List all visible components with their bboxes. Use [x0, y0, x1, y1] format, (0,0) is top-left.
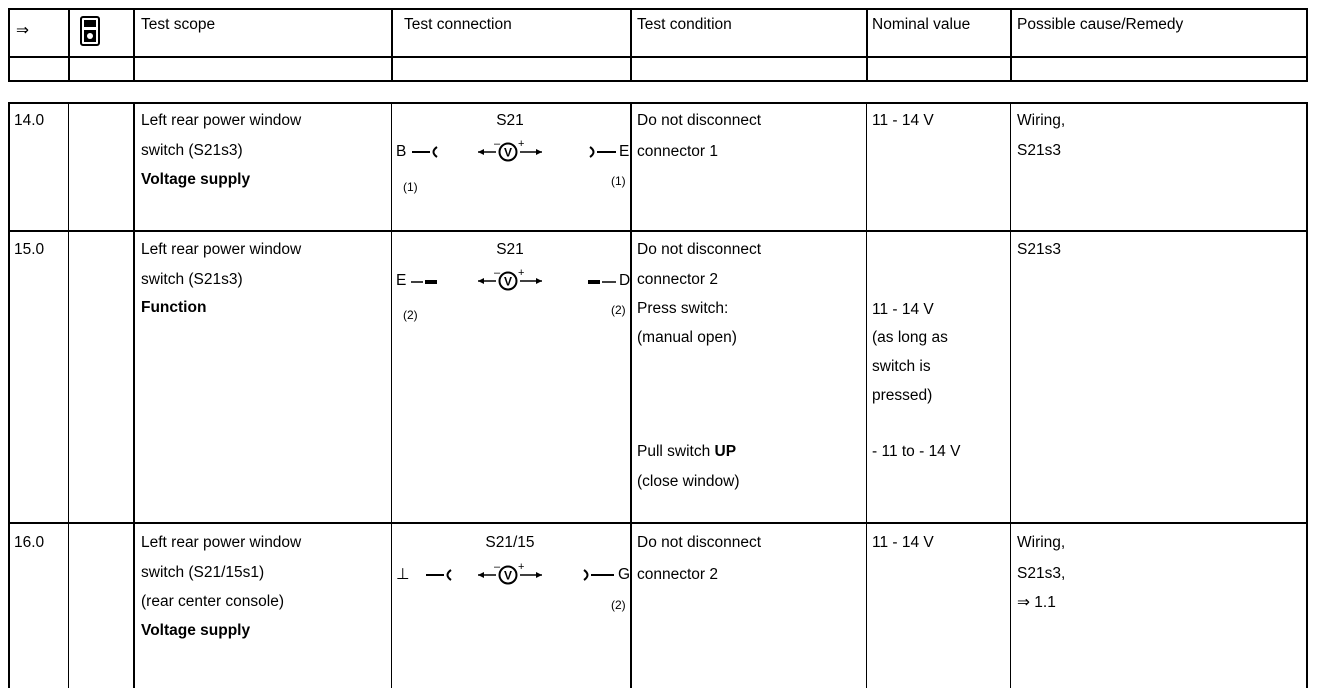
nominal-note: pressed): [872, 387, 933, 404]
grid-line: [133, 8, 135, 82]
grid-line: [630, 8, 632, 82]
condition-line: (manual open): [637, 329, 737, 346]
condition-emphasis: UP: [714, 443, 737, 460]
condition-line: [637, 443, 736, 461]
scope-line: Left rear power window: [141, 534, 302, 551]
svg-text:–: –: [494, 267, 501, 279]
module-label: S21: [496, 112, 524, 129]
scope-line: Left rear power window: [141, 241, 302, 258]
scope-line: Left rear power window: [141, 112, 302, 129]
flat-connector-icon: [409, 272, 441, 290]
scope-line: switch (S21s3): [141, 271, 243, 288]
cause-line: S21s3: [1017, 241, 1061, 258]
left-pin: E: [396, 272, 407, 289]
nominal-value: - 11 to - 14 V: [872, 443, 961, 460]
nominal-value: 11 - 14 V: [872, 301, 934, 318]
grid-line: [1306, 102, 1308, 688]
svg-text:V: V: [503, 274, 513, 289]
nominal-value: 11 - 14 V: [872, 112, 934, 129]
grid-line: [866, 102, 867, 688]
voltmeter-icon: [478, 140, 544, 164]
condition-line: Do not disconnect: [637, 241, 762, 258]
condition-line: (close window): [637, 473, 740, 490]
grid-line: [133, 102, 135, 688]
grid-line: [68, 102, 69, 688]
module-label: S21: [496, 241, 524, 258]
grid-line: [1010, 8, 1012, 82]
condition-text: Pull switch: [637, 443, 711, 460]
svg-text:+: +: [518, 561, 525, 573]
right-pin: E: [619, 143, 630, 160]
header-test-condition: Test condition: [637, 16, 732, 33]
svg-text:V: V: [503, 568, 513, 583]
step-number: 14.0: [14, 112, 45, 129]
right-pin: G: [618, 566, 631, 583]
grid-line: [8, 102, 10, 688]
grid-line: [8, 8, 10, 82]
grid-line: [391, 8, 393, 82]
cause-line: S21s3: [1017, 142, 1061, 159]
header-nominal-value: Nominal value: [872, 16, 971, 33]
left-pin: B: [396, 143, 407, 160]
left-pin-sub: (2): [403, 308, 418, 322]
condition-line: connector 1: [637, 143, 718, 160]
cause-line: Wiring,: [1017, 112, 1066, 129]
condition-line: connector 2: [637, 566, 718, 583]
scope-title: Voltage supply: [141, 171, 251, 188]
grid-line: [8, 230, 1308, 232]
header-test-connection: Test connection: [404, 16, 512, 33]
cause-line: ⇒ 1.1: [1017, 594, 1056, 611]
voltmeter-icon: [478, 269, 544, 293]
cause-line: S21s3,: [1017, 565, 1066, 582]
nominal-value: 11 - 14 V: [872, 534, 934, 551]
socket-connector-icon: [410, 143, 440, 161]
right-pin-sub: (2): [611, 303, 626, 317]
right-pin-sub: (1): [611, 174, 626, 188]
svg-text:+: +: [518, 138, 525, 150]
nominal-note: switch is: [872, 358, 931, 375]
socket-connector-icon: [424, 566, 454, 584]
condition-line: Press switch:: [637, 300, 729, 317]
grid-line: [8, 522, 1308, 524]
left-pin-sub: (1): [403, 180, 418, 194]
step-number: 15.0: [14, 241, 45, 258]
voltmeter-icon: [478, 563, 544, 587]
nominal-note: (as long as: [872, 329, 948, 346]
cause-line: Wiring,: [1017, 534, 1066, 551]
scope-title: Voltage supply: [141, 622, 251, 639]
pin-connector-icon: [588, 143, 618, 161]
right-pin-sub: (2): [611, 598, 626, 612]
scope-line: switch (S21s3): [141, 142, 243, 159]
ground-symbol: ⊥: [396, 566, 410, 583]
grid-line: [1010, 102, 1011, 688]
pin-connector-icon: [582, 566, 616, 584]
multimeter-icon: [80, 16, 100, 46]
header-possible-cause: Possible cause/Remedy: [1017, 16, 1184, 33]
grid-line: [866, 8, 868, 82]
svg-text:–: –: [494, 138, 501, 150]
condition-line: Do not disconnect: [637, 112, 762, 129]
grid-line: [1306, 8, 1308, 82]
condition-line: Do not disconnect: [637, 534, 762, 551]
grid-line: [8, 56, 1308, 58]
right-pin: D: [619, 272, 631, 289]
header-arrow: ⇒: [16, 22, 29, 39]
svg-text:+: +: [518, 267, 525, 279]
scope-line: (rear center console): [141, 593, 285, 610]
header-test-scope: Test scope: [141, 16, 216, 33]
flat-connector-icon: [586, 272, 618, 290]
step-number: 16.0: [14, 534, 45, 551]
scope-line: switch (S21/15s1): [141, 564, 265, 581]
svg-text:–: –: [494, 561, 501, 573]
svg-text:V: V: [503, 145, 513, 160]
scope-title: Function: [141, 299, 207, 316]
grid-line: [68, 8, 70, 82]
condition-line: connector 2: [637, 271, 718, 288]
grid-line: [391, 102, 392, 688]
grid-line: [8, 8, 1308, 10]
module-label: S21/15: [485, 534, 535, 551]
grid-line: [8, 102, 1308, 104]
grid-line: [8, 80, 1308, 82]
grid-line: [630, 102, 632, 688]
